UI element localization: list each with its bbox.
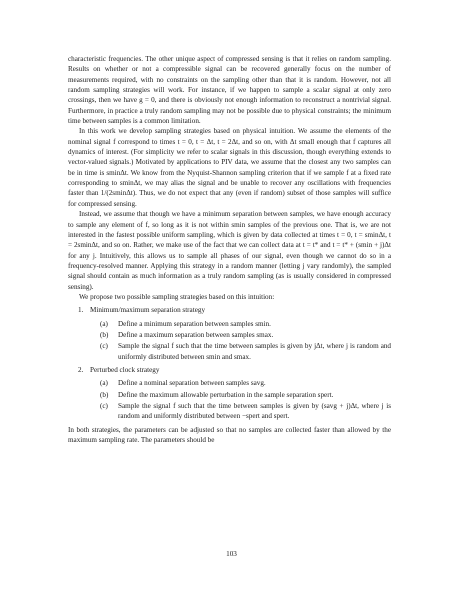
strategy-step	[90, 341, 391, 362]
step-marker: (a)	[100, 319, 108, 328]
paragraph-closing: In both strategies, the parameters can be adjusted so that no samples are collected faster than allowed by the maximum sampling rate. The parameters should be	[68, 425, 391, 445]
step-marker: (a)	[100, 379, 108, 388]
strategy-title: Perturbed clock strategy	[90, 365, 160, 374]
strategy-title: Minimum/maximum separation strategy	[90, 306, 206, 315]
step-text: Define a maximum separation between samples smax.	[118, 330, 274, 339]
strategy-step	[90, 401, 391, 422]
step-marker: (b)	[100, 390, 109, 399]
step-marker: (c)	[100, 402, 108, 410]
step-text: Define a nominal separation between samples savg.	[118, 379, 266, 388]
paragraph-intro-continuation: characteristic frequencies. The other unique aspect of compressed sensing is that it relies on random sampling. Results on whether or not a compressible signal can be recovered generally focus on the number of measurements required, with no constraints on the sampling other than that it is random. However, not all random sampling strategies will work. For instance, if we happen to sample a scalar signal at only zero crossings, then we have g = 0, and there is obviously not enough information to reconstruct a nontrivial signal. Furthermore, in practice a truly random sampling may not be possible due to physical constraints; the minimum time between samples is a common limitation.	[68, 55, 391, 126]
page-number: 103	[226, 550, 237, 558]
paragraph-strategies-intro: We propose two possible sampling strategies based on this intuition:	[79, 292, 275, 301]
step-text: Sample the signal f such that the time between samples is given by (savg + j)Δt, where j is random and uniformly distributed between −spert and spert.	[118, 402, 391, 421]
strategy-list	[68, 305, 391, 421]
strategy-item	[68, 365, 391, 422]
strategy-step	[90, 390, 391, 400]
step-marker: (b)	[100, 330, 109, 339]
step-text: Define the maximum allowable perturbation in the sample separation spert.	[118, 390, 334, 399]
page-body	[68, 54, 391, 445]
strategy-step	[90, 319, 391, 329]
strategy-step	[90, 378, 391, 388]
strategy-number: 1.	[78, 306, 84, 315]
step-marker: (c)	[100, 342, 108, 351]
paragraph-minimum-separation: Instead, we assume that though we have a minimum separation between samples, we have enough accuracy to sample any element of f, so long as it is not within smin samples of the previous one. That is, we are not interested in the fastest possible uniform sampling, which is given by data collected at times t = 0, t = sminΔt, t = 2sminΔt, and so on. Rather, we make use of the fact that we can collect data at t = t* and t = t* + (smin + j)Δt for any j. Intuitively, this allows us to sample all phases of our signal, even though we cannot do so in a frequency-resolved manner. Applying this strategy in a random manner (letting j vary randomly), the sampled signal should contain as much information as a truly random sampling (as is usually considered in compressed sensing).	[68, 210, 391, 291]
step-text: Define a minimum separation between samples smin.	[118, 319, 271, 328]
paragraph-sampling-development: In this work we develop sampling strategies based on physical intuition. We assume the elements of the nominal signal f correspond to times t = 0, t = Δt, t = 2Δt, and so on, with Δt small enough that f captures all dynamics of interest. (For simplicity we refer to scalar signals in this discussion, though everything extends to vector-valued signals.) Motivated by applications to PIV data, we assume that the closest any two samples can be in time is sminΔt. We know from the Nyquist-Shannon sampling criterion that if we sample f at a fixed rate corresponding to sminΔt, we may alias the signal and be unable to recover any oscillations with frequencies faster than 1/(2sminΔt). Thus, we do not expect that any (even if random) subset of those samples will suffice for compressed sensing.	[68, 127, 391, 208]
strategy-item	[68, 305, 391, 362]
strategy-steps	[90, 378, 391, 421]
step-text: Sample the signal f such that the time between samples is given by jΔt, where j is random and uniformly distributed between smin and smax.	[118, 342, 391, 361]
strategy-step	[90, 330, 391, 340]
strategy-steps	[90, 319, 391, 362]
strategy-number: 2.	[78, 365, 84, 374]
